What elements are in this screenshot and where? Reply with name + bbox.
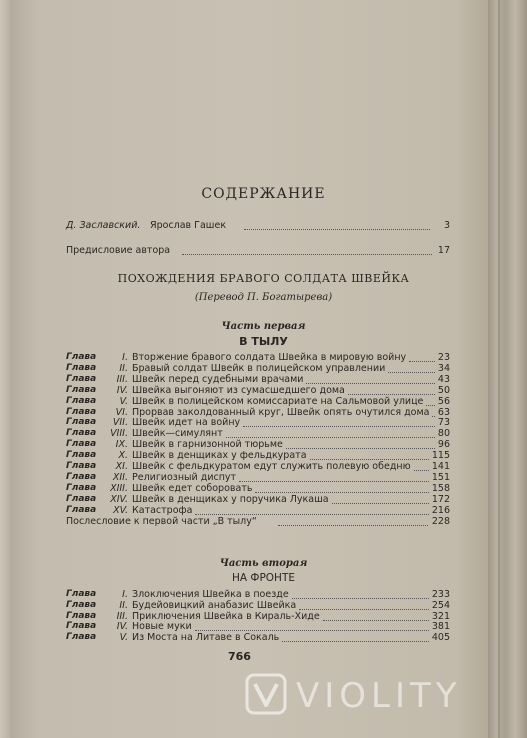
- chapter-row: [66, 632, 450, 645]
- front-matter-title: Предисловие автора: [66, 245, 171, 256]
- chapter-page: 216: [431, 504, 450, 516]
- dot-leader: [278, 525, 428, 526]
- chapter-glava-label: Глава: [66, 362, 97, 373]
- chapter-number: X.: [118, 450, 128, 462]
- dot-leader: [388, 372, 435, 373]
- watermark: [244, 672, 514, 716]
- chapter-title: Швейк в денщиках у фельдкурата: [132, 450, 307, 462]
- afterword-title: Послесловие к первой части „В тылу“: [66, 516, 257, 527]
- chapter-number: V.: [119, 632, 128, 644]
- chapter-number: XIV.: [110, 493, 128, 505]
- chapter-number: V.: [119, 395, 128, 407]
- chapter-page: 34: [437, 362, 450, 374]
- chapter-page: 80: [437, 428, 450, 440]
- chapter-page: 233: [431, 589, 450, 600]
- chapter-number: XI.: [115, 461, 128, 472]
- contents-heading: СОДЕРЖАНИЕ: [201, 186, 326, 202]
- front-matter-page: 17: [437, 245, 450, 256]
- book-title: ПОХОЖДЕНИЯ БРАВОГО СОЛДАТА ШВЕЙКА: [117, 272, 410, 285]
- chapter-number: XIII.: [110, 482, 128, 494]
- chapter-number: VIII.: [110, 428, 128, 440]
- chapter-glava-label: Глава: [66, 482, 97, 493]
- front-matter-title: Ярослав Гашек: [150, 220, 227, 231]
- part2-label: Часть вторая: [219, 558, 308, 569]
- chapter-page: 56: [437, 395, 450, 407]
- chapter-number: II.: [119, 599, 128, 611]
- chapter-glava-label: Глава: [66, 417, 97, 428]
- chapter-title: Бравый солдат Швейк в полицейском управлении: [132, 362, 386, 374]
- chapter-page: 63: [437, 406, 450, 418]
- chapter-title: Швейк—симулянт: [132, 428, 223, 440]
- chapter-title: Приключения Швейка в Кираль-Хиде: [132, 610, 320, 622]
- dot-leader: [243, 426, 435, 427]
- chapter-glava-label: Глава: [66, 373, 97, 384]
- chapter-page: 321: [431, 610, 450, 622]
- chapter-page: 381: [431, 621, 450, 633]
- chapter-title: Швейк идет на войну: [132, 417, 241, 429]
- dot-leader: [195, 514, 429, 515]
- dot-leader: [282, 641, 429, 642]
- chapter-number: I.: [122, 589, 128, 600]
- chapter-number: IX.: [115, 439, 128, 451]
- dot-leader: [239, 481, 429, 482]
- chapter-number: II.: [119, 362, 128, 374]
- afterword-page: 228: [431, 516, 450, 527]
- chapter-number: IV.: [116, 384, 128, 396]
- chapter-title: Швейк в денщиках у поручика Лукаша: [132, 493, 329, 505]
- dot-leader: [244, 229, 430, 230]
- chapter-number: I.: [122, 352, 128, 363]
- chapter-glava-label: Глава: [66, 632, 97, 643]
- chapter-page: 405: [431, 632, 450, 644]
- chapter-page: 43: [437, 373, 450, 385]
- chapter-glava-label: Глава: [66, 439, 97, 450]
- afterword-entry: [66, 516, 450, 529]
- chapter-glava-label: Глава: [66, 610, 97, 621]
- chapter-glava-label: Глава: [66, 471, 97, 482]
- front-matter-entry-2: [66, 245, 450, 258]
- chapter-page: 23: [437, 352, 450, 363]
- chapter-title: Катастрофа: [132, 504, 193, 516]
- chapter-number: IV.: [116, 621, 128, 633]
- chapter-glava-label: Глава: [66, 461, 97, 471]
- chapter-page: 158: [431, 482, 450, 494]
- front-matter-author: Д. Заславский.: [66, 220, 141, 231]
- chapter-number: VI.: [115, 406, 128, 418]
- chapter-title: Прорвав заколдованный круг, Швейк опять очутился дома: [132, 406, 430, 418]
- dot-leader: [332, 503, 429, 504]
- chapter-title: Вторжение бравого солдата Швейка в мировую войну: [132, 352, 407, 363]
- page-number: 766: [228, 650, 251, 663]
- chapter-title: Швейк едет соборовать: [132, 482, 253, 494]
- dot-leader: [182, 254, 432, 255]
- chapter-number: III.: [116, 373, 128, 385]
- dot-leader: [432, 416, 435, 417]
- chapter-title: Швейк в полицейском комиссариате на Сальмовой улице: [132, 395, 424, 407]
- part1-label: Часть первая: [221, 321, 306, 332]
- translation-note: (Перевод П. Богатырева): [194, 292, 333, 303]
- dot-leader: [426, 405, 435, 406]
- chapter-glava-label: Глава: [66, 493, 97, 504]
- book-spine: [488, 0, 527, 738]
- chapter-page: 50: [437, 384, 450, 396]
- chapter-title: Швейк перед судебными врачами: [132, 373, 304, 385]
- chapter-title: Швейк в гарнизонной тюрьме: [132, 439, 283, 451]
- chapter-page: 141: [431, 461, 450, 472]
- chapter-glava-label: Глава: [66, 428, 97, 439]
- dot-leader: [286, 448, 435, 449]
- chapter-title: Будейовицкий анабазис Швейка: [132, 599, 297, 611]
- chapter-page: 151: [431, 471, 450, 483]
- watermark-text: VIOLITY: [296, 676, 462, 716]
- violity-v-logo-icon: [244, 672, 288, 716]
- dot-leader: [348, 394, 435, 395]
- chapter-glava-label: Глава: [66, 450, 97, 461]
- chapter-number: III.: [116, 610, 128, 622]
- chapter-title: Религиозный диспут: [132, 471, 237, 483]
- chapter-glava-label: Глава: [66, 406, 97, 417]
- chapter-glava-label: Глава: [66, 352, 97, 362]
- chapter-number: VII.: [112, 417, 128, 429]
- chapter-number: XII.: [112, 471, 128, 483]
- dot-leader: [409, 361, 435, 362]
- dot-leader: [255, 492, 429, 493]
- chapter-glava-label: Глава: [66, 621, 97, 632]
- chapter-page: 73: [437, 417, 450, 429]
- front-matter-entry-1: [66, 220, 450, 233]
- part2-title: НА ФРОНТЕ: [232, 572, 295, 584]
- chapter-title: Злоключения Швейка в поезде: [132, 589, 289, 600]
- chapter-glava-label: Глава: [66, 395, 97, 406]
- chapter-title: Новые муки: [132, 621, 192, 633]
- chapter-page: 172: [431, 493, 450, 505]
- chapter-page: 96: [437, 439, 450, 451]
- chapter-glava-label: Глава: [66, 589, 97, 599]
- part1-title: В ТЫЛУ: [239, 335, 288, 348]
- dot-leader: [306, 383, 435, 384]
- front-matter-page: 3: [443, 220, 450, 231]
- dot-leader: [414, 470, 429, 471]
- chapter-title: Швейк с фельдкуратом едут служить полевую обедню: [132, 461, 411, 472]
- chapter-title: Швейка выгоняют из сумасшедшего дома: [132, 384, 345, 396]
- dot-leader: [310, 459, 429, 460]
- chapter-page: 115: [431, 450, 450, 462]
- chapter-title: Из Моста на Литаве в Сокаль: [132, 632, 280, 644]
- chapter-number: XV.: [113, 504, 128, 516]
- dot-leader: [226, 437, 435, 438]
- chapter-glava-label: Глава: [66, 504, 97, 515]
- chapter-glava-label: Глава: [66, 384, 97, 395]
- chapter-page: 254: [431, 599, 450, 611]
- chapter-glava-label: Глава: [66, 599, 97, 610]
